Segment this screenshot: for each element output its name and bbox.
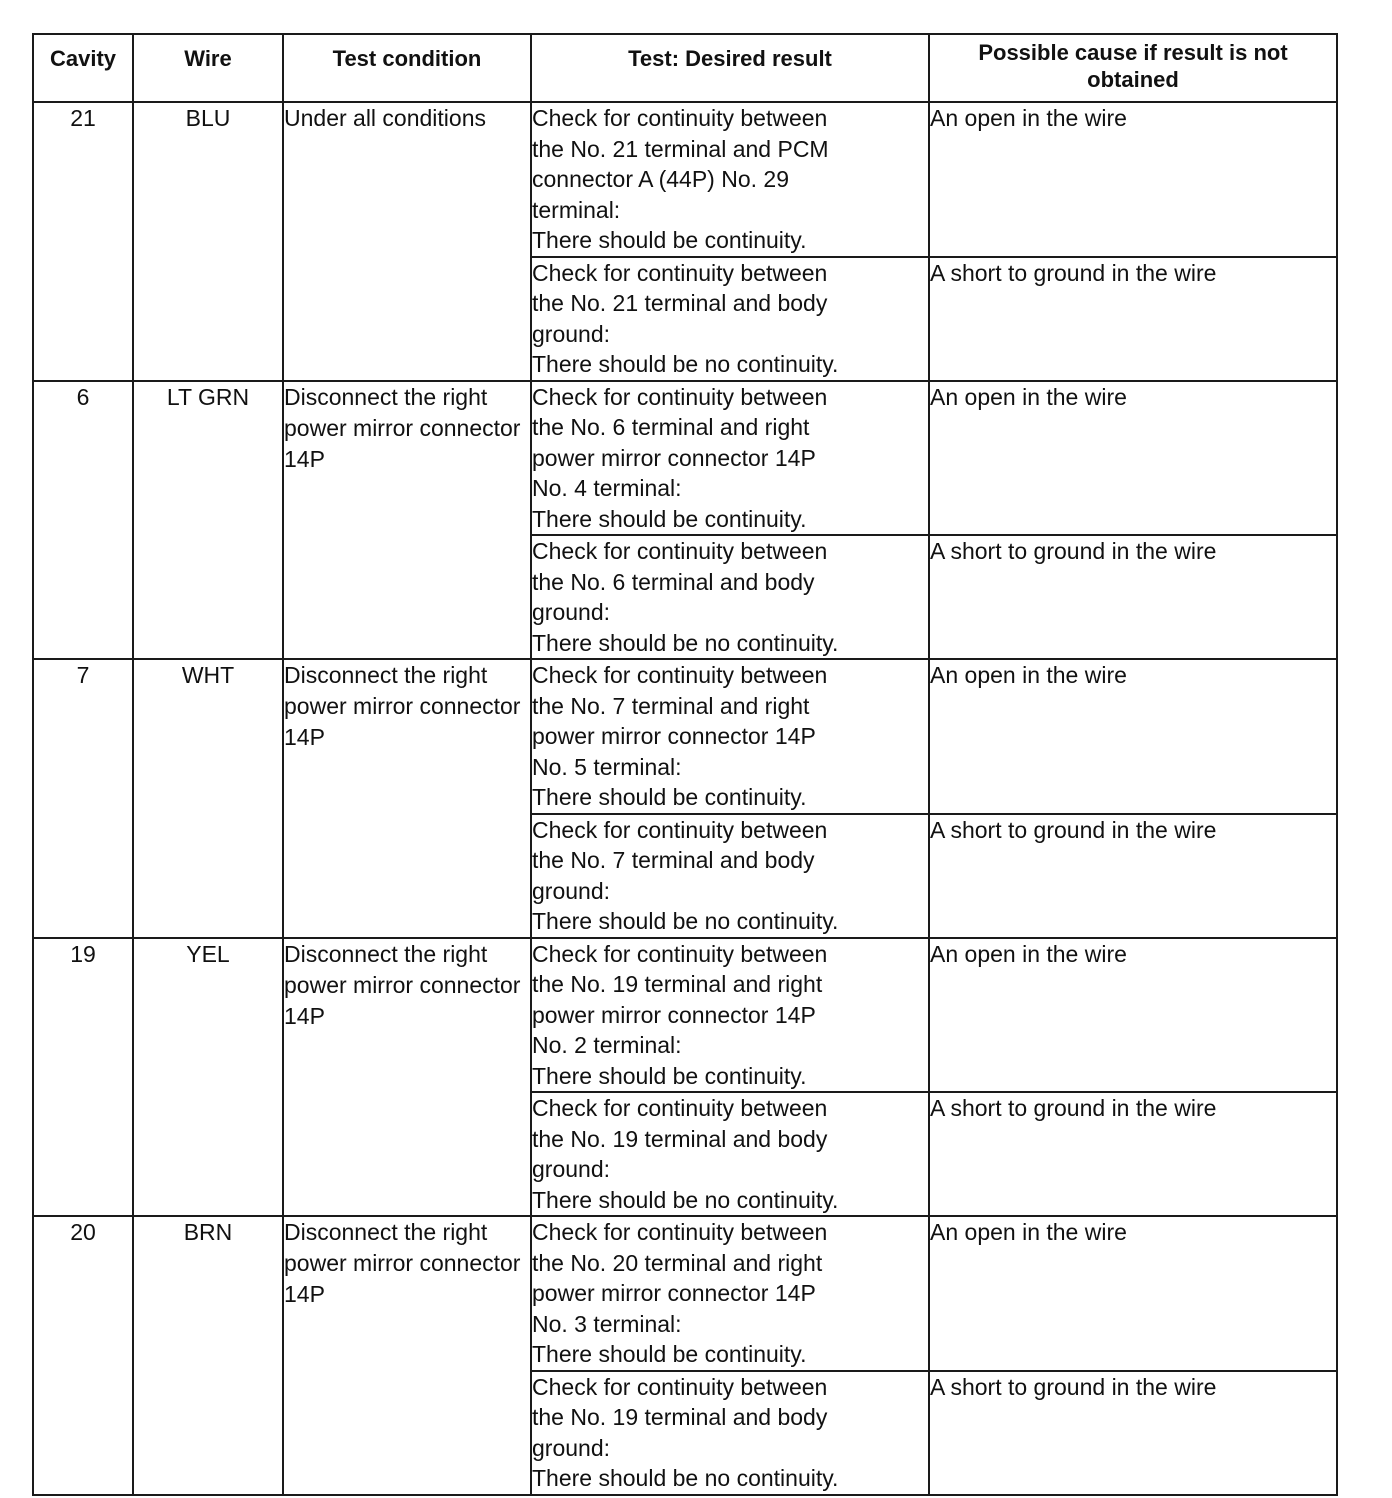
cavity-cell: 7 <box>33 659 133 938</box>
continuity-test-table <box>32 33 1338 1496</box>
test-condition-cell: Under all conditions <box>283 102 531 381</box>
result-line: There should be continuity. <box>532 505 807 532</box>
possible-cause-cell: An open in the wire <box>929 1216 1337 1371</box>
result-line: the No. 7 terminal and body <box>532 847 815 873</box>
desired-result-cell <box>531 1216 929 1371</box>
result-line: power mirror connector 14P <box>532 723 816 749</box>
possible-cause-cell: A short to ground in the wire <box>929 1371 1337 1495</box>
possible-cause-cell: An open in the wire <box>929 102 1337 257</box>
possible-cause-cell: A short to ground in the wire <box>929 257 1337 381</box>
result-line: There should be continuity. <box>532 227 807 253</box>
result-line: ground: <box>532 599 611 625</box>
test-condition-cell: Disconnect the right power mirror connector 14P <box>283 659 531 938</box>
result-line: There should be no continuity. <box>532 629 839 656</box>
result-line: ground: <box>532 1434 611 1461</box>
result-line: Check for continuity between <box>532 538 828 564</box>
possible-cause-cell: An open in the wire <box>929 381 1337 536</box>
table-row <box>33 102 1337 257</box>
table-body <box>33 102 1337 1495</box>
result-line: power mirror connector 14P <box>532 1001 816 1028</box>
result-line: There should be continuity. <box>532 1062 807 1089</box>
result-line: the No. 20 terminal and right <box>532 1249 823 1276</box>
result-line: the No. 19 terminal and body <box>532 1125 828 1152</box>
header-row <box>33 34 1337 102</box>
result-line: ground: <box>532 1156 611 1182</box>
cavity-cell: 19 <box>33 938 133 1217</box>
table-row <box>33 938 1337 1093</box>
table-row <box>33 1216 1337 1371</box>
result-line: terminal: <box>532 196 621 223</box>
result-line: ground: <box>532 320 611 347</box>
wire-cell: YEL <box>133 938 283 1217</box>
table-row <box>33 381 1337 536</box>
result-line: No. 2 terminal: <box>532 1032 682 1058</box>
result-line: ground: <box>532 877 611 904</box>
result-line: the No. 6 terminal and right <box>532 414 810 440</box>
result-line: No. 5 terminal: <box>532 753 682 780</box>
result-line: There should be no continuity. <box>532 1186 839 1213</box>
header-test-condition: Test condition <box>283 34 531 102</box>
header-cavity: Cavity <box>33 34 133 102</box>
wire-cell: BRN <box>133 1216 283 1495</box>
desired-result-cell <box>531 257 929 381</box>
result-line: Check for continuity between <box>532 1373 828 1400</box>
result-line: There should be continuity. <box>532 784 807 810</box>
result-line: the No. 21 terminal and body <box>532 290 828 316</box>
result-line: the No. 21 terminal and PCM <box>532 135 829 162</box>
result-line: the No. 7 terminal and right <box>532 692 810 719</box>
result-line: power mirror connector 14P <box>532 1280 816 1306</box>
desired-result-cell <box>531 535 929 659</box>
possible-cause-cell: A short to ground in the wire <box>929 535 1337 659</box>
result-line: Check for continuity between <box>532 259 828 286</box>
result-line: the No. 6 terminal and body <box>532 568 815 595</box>
result-line: Check for continuity between <box>532 383 828 410</box>
test-condition-cell: Disconnect the right power mirror connector 14P <box>283 1216 531 1495</box>
test-condition-cell: Disconnect the right power mirror connector 14P <box>283 381 531 660</box>
result-line: power mirror connector 14P <box>532 444 816 471</box>
wire-cell: BLU <box>133 102 283 381</box>
possible-cause-cell: An open in the wire <box>929 938 1337 1093</box>
header-wire: Wire <box>133 34 283 102</box>
result-line: There should be continuity. <box>532 1341 807 1367</box>
cavity-cell: 20 <box>33 1216 133 1495</box>
result-line: Check for continuity between <box>532 662 828 688</box>
result-line: the No. 19 terminal and body <box>532 1404 828 1430</box>
desired-result-cell <box>531 102 929 257</box>
wire-cell: WHT <box>133 659 283 938</box>
result-line: the No. 19 terminal and right <box>532 971 823 997</box>
possible-cause-cell: An open in the wire <box>929 659 1337 814</box>
desired-result-cell <box>531 938 929 1093</box>
desired-result-cell <box>531 1092 929 1216</box>
cavity-cell: 6 <box>33 381 133 660</box>
possible-cause-cell: A short to ground in the wire <box>929 1092 1337 1216</box>
result-line: Check for continuity between <box>532 105 828 131</box>
possible-cause-cell: A short to ground in the wire <box>929 814 1337 938</box>
desired-result-cell <box>531 1371 929 1495</box>
result-line: Check for continuity between <box>532 1219 828 1245</box>
desired-result-cell <box>531 659 929 814</box>
result-line: There should be no continuity. <box>532 351 839 377</box>
desired-result-cell <box>531 381 929 536</box>
header-desired-result: Test: Desired result <box>531 34 929 102</box>
result-line: Check for continuity between <box>532 816 828 843</box>
wire-cell: LT GRN <box>133 381 283 660</box>
table-row <box>33 659 1337 814</box>
result-line: Check for continuity between <box>532 940 828 967</box>
test-condition-cell: Disconnect the right power mirror connector 14P <box>283 938 531 1217</box>
header-possible-cause: Possible cause if result is not obtained <box>929 34 1337 102</box>
cavity-cell: 21 <box>33 102 133 381</box>
result-line: connector A (44P) No. 29 <box>532 166 789 192</box>
desired-result-cell <box>531 814 929 938</box>
result-line: No. 3 terminal: <box>532 1310 682 1337</box>
result-line: Check for continuity between <box>532 1095 828 1121</box>
result-line: There should be no continuity. <box>532 1465 839 1491</box>
result-line: No. 4 terminal: <box>532 475 682 501</box>
result-line: There should be no continuity. <box>532 908 839 934</box>
